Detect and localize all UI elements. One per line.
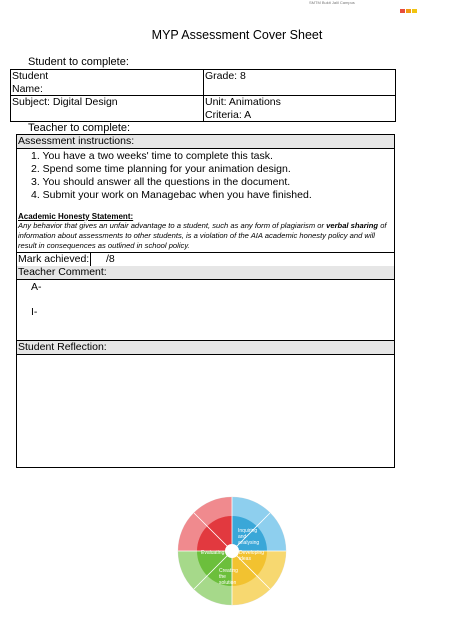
mark-achieved-label: Mark achieved: [18, 253, 90, 265]
creating-label: Creating the solution [219, 568, 238, 586]
teacher-section-box [16, 134, 395, 468]
unit-criteria-cell [204, 96, 396, 122]
comment-line[interactable]: I- [31, 306, 38, 318]
instruction-item: 3. You should answer all the questions in the document. [31, 176, 291, 188]
mark-achieved-row [17, 252, 394, 267]
criteria-label: Criteria: A [205, 108, 252, 121]
page-title: MYP Assessment Cover Sheet [151, 28, 323, 42]
school-logo-text: SMTM Bukit Jalil Campus [309, 0, 355, 5]
honesty-text-part: Any behavior that gives an unfair advantage to a student, such as any form of plagiarism or [18, 221, 327, 230]
grade-cell: Grade: 8 [204, 70, 396, 96]
design-cycle-wheel [177, 496, 287, 606]
unit-label: Unit: Animations [205, 96, 281, 108]
mark-divider [90, 253, 91, 266]
evaluating-label: Evaluating [201, 550, 225, 556]
student-reflection-area[interactable] [17, 355, 394, 467]
honesty-statement-title: Academic Honesty Statement: [18, 212, 134, 221]
inquiring-label: Inquiring and analysing [238, 528, 260, 546]
teacher-section-label: Teacher to complete: [28, 122, 131, 134]
comment-line[interactable]: A- [31, 281, 42, 293]
instruction-item: 4. Submit your work on Managebac when you have finished. [31, 189, 312, 201]
honesty-text-part: of information about assessments to other students, is a violation of the AIA academic honesty policy and will result in consequences as outlined in school policy. [18, 221, 387, 250]
instruction-item: 2. Spend some time planning for your animation design. [31, 163, 291, 175]
instructions-heading: Assessment instructions: [17, 135, 394, 149]
student-name-cell[interactable] [11, 70, 204, 96]
honesty-text-bold: verbal sharing [326, 221, 379, 230]
student-name-label: Student Name: [12, 70, 49, 95]
instruction-item: 1. You have a two weeks' time to complete this task. [31, 150, 273, 162]
student-info-table [10, 69, 396, 122]
mark-achieved-value[interactable]: /8 [106, 253, 115, 265]
developing-label: Developing ideas [239, 550, 265, 562]
student-section-label: Student to complete: [28, 56, 129, 68]
student-reflection-heading: Student Reflection: [17, 340, 394, 355]
instructions-list [31, 150, 312, 202]
teacher-comment-heading: Teacher Comment: [17, 266, 394, 280]
school-logo-icon [400, 0, 422, 5]
honesty-statement-text [18, 221, 393, 251]
subject-cell: Subject: Digital Design [11, 96, 204, 122]
